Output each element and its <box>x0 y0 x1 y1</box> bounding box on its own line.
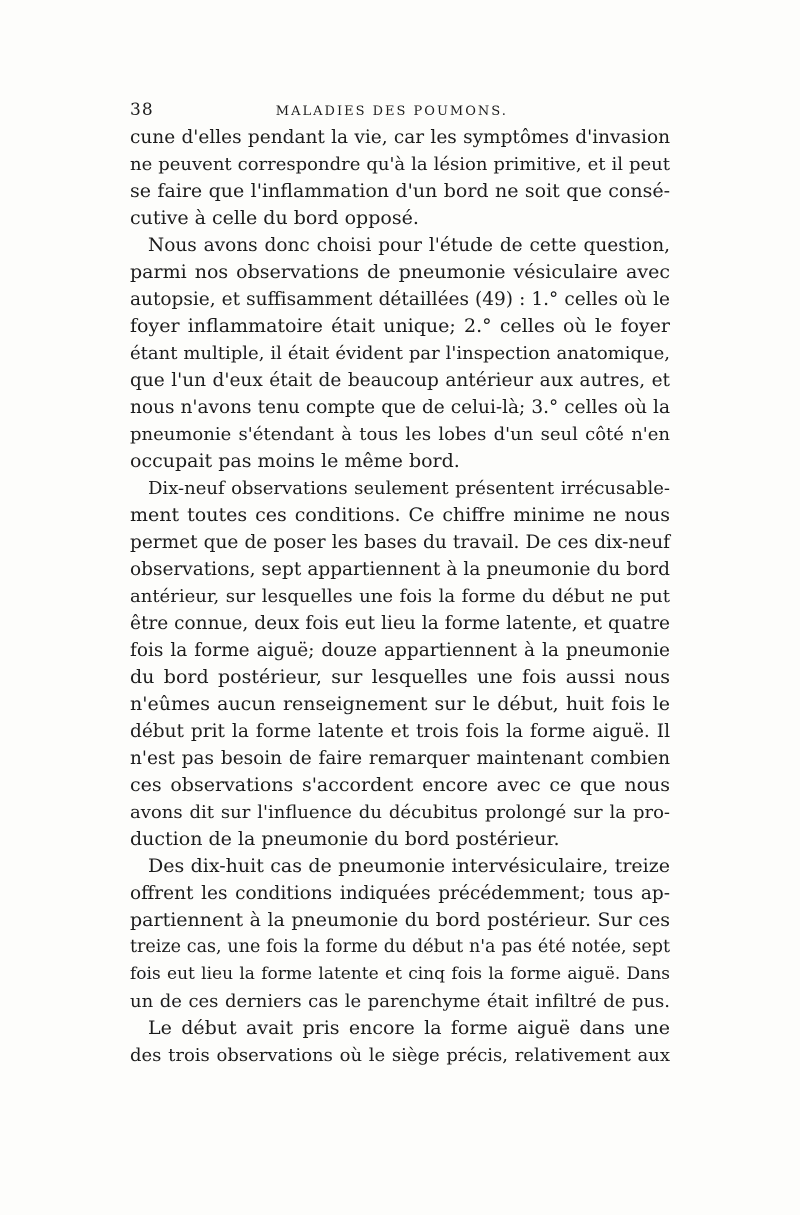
text-line: Nous avons donc choisi pour l'étude de cette question, <box>148 235 670 256</box>
text-line: étant multiple, il était évident par l'inspection anatomique, <box>130 343 670 364</box>
text-line: n'eûmes aucun renseignement sur le début, huit fois le <box>130 693 670 715</box>
text-line: être connue, deux fois eut lieu la forme latente, et quatre <box>130 613 670 634</box>
text-line: Des dix-huit cas de pneumonie intervésiculaire, treize <box>148 855 670 877</box>
text-line: ne peuvent correspondre qu'à la lésion primitive, et il peut <box>130 154 670 175</box>
text-line: du bord postérieur, sur lesquelles une fois aussi nous <box>130 666 670 688</box>
text-line: partiennent à la pneumonie du bord postérieur. Sur ces <box>130 909 670 931</box>
text-line: n'est pas besoin de faire remarquer maintenant combien <box>130 748 670 769</box>
text-line: que l'un d'eux était de beaucoup antérieur aux autres, et <box>130 370 670 391</box>
text-line: Dix-neuf observations seulement présentent irrécusable- <box>148 478 670 499</box>
text-line: un de ces derniers cas le parenchyme était infiltré de pus. <box>130 991 670 1012</box>
text-line: se faire que l'inflammation d'un bord ne soit que consé- <box>130 180 670 202</box>
page-number: 38 <box>130 100 154 120</box>
text-line: cutive à celle du bord opposé. <box>130 207 419 229</box>
text-line: antérieur, sur lesquelles une fois la forme du début ne put <box>130 586 670 607</box>
text-line: fois la forme aiguë; douze appartiennent à la pneumonie <box>130 640 670 661</box>
text-line: duction de la pneumonie du bord postérieur. <box>130 828 560 850</box>
body-text <box>130 124 670 1069</box>
text-line: fois eut lieu la forme latente et cinq fois la forme aiguë. Dans <box>130 964 670 984</box>
text-block <box>130 100 670 1069</box>
text-line: autopsie, et suffisamment détaillées (49) : 1.° celles où le <box>130 289 670 310</box>
text-line: foyer inflammatoire était unique; 2.° celles où le foyer <box>130 315 670 337</box>
page-header <box>130 100 670 120</box>
text-line: Le début avait pris encore la forme aiguë dans une <box>148 1017 670 1039</box>
text-line: cune d'elles pendant la vie, car les symptômes d'invasion <box>130 127 670 148</box>
text-line: nous n'avons tenu compte que de celui-là; 3.° celles où la <box>130 397 670 418</box>
text-line: pneumonie s'étendant à tous les lobes d'un seul côté n'en <box>130 424 670 445</box>
text-line: offrent les conditions indiquées précédemment; tous ap- <box>130 883 670 904</box>
running-title: MALADIES DES POUMONS. <box>275 104 508 119</box>
text-line: avons dit sur l'influence du décubitus prolongé sur la pro- <box>130 802 670 823</box>
text-line: ment toutes ces conditions. Ce chiffre minime ne nous <box>130 504 670 526</box>
text-line: observations, sept appartiennent à la pneumonie du bord <box>130 559 670 580</box>
text-line: occupait pas moins le même bord. <box>130 450 460 472</box>
text-line: des trois observations où le siège précis, relativement aux <box>130 1045 670 1066</box>
text-line: treize cas, une fois la forme du début n'a pas été notée, sept <box>130 937 670 957</box>
text-line: permet que de poser les bases du travail. De ces dix-neuf <box>130 532 670 553</box>
text-line: ces observations s'accordent encore avec ce que nous <box>130 774 670 796</box>
text-line: parmi nos observations de pneumonie vésiculaire avec <box>130 261 670 283</box>
text-line: début prit la forme latente et trois fois la forme aiguë. Il <box>130 721 670 742</box>
